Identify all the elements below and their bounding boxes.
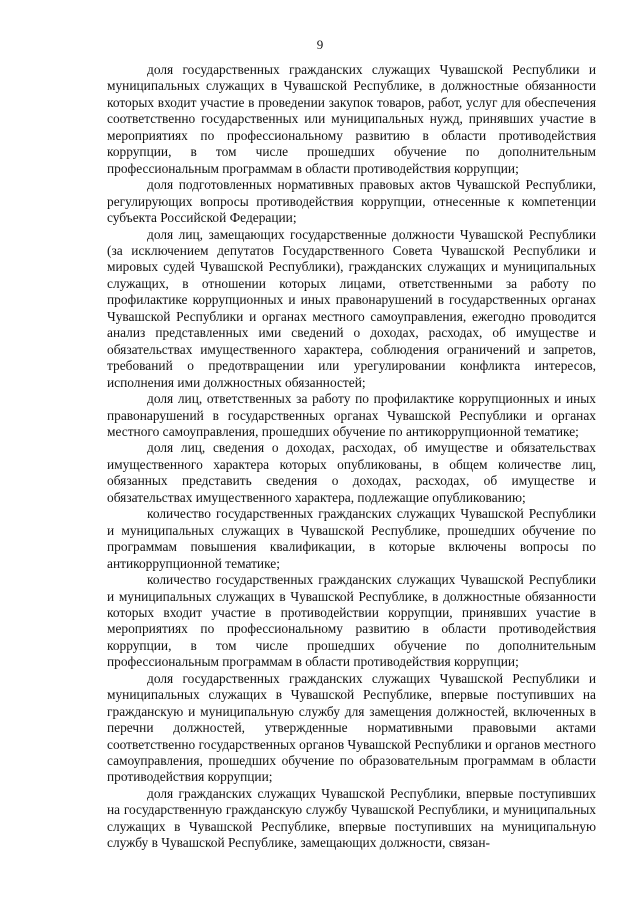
paragraph-procurement-officials-share: доля государственных гражданских служащих Чувашской Республики и муниципальных служащих в Чувашской Республике, в должностные обязанности которых входит участие в проведении закупок товаров, работ, услуг для обеспечения соответственно государственных или муниципальных нужд, принявших участие в мероприятиях по профессиональному развитию в области противодействия коррупции, в том числе прошедших обучение по дополнительным профессиональным программам в области противодействия коррупции;: [107, 62, 596, 176]
paragraph-anticorruption-officials-count: количество государственных гражданских служащих Чувашской Республики и муниципальных служащих в Чувашской Республике, в должностные обязанности которых входит участие в противодействии коррупции, принявших участие в мероприятиях по профессиональному развитию в области противодействия коррупции, в том числе прошедших обучение по дополнительным профессиональным программам в области противодействия коррупции;: [107, 572, 596, 670]
paragraph-published-income-share: доля лиц, сведения о доходах, расходах, об имуществе и обязательствах имущественного характера которых опубликованы, в общем количестве лиц, обязанных представить сведения о доходах, расходах, об имуществе и обязательствах имущественного характера, подлежащие опубликованию;: [107, 440, 596, 505]
paragraph-responsible-persons-training-share: доля лиц, ответственных за работу по профилактике коррупционных и иных правонарушений в государственных органах Чувашской Республики и органах местного самоуправления, прошедших обучение по антикоррупционной тематике;: [107, 391, 596, 439]
document-body: [107, 62, 596, 852]
paragraph-qualification-training-count: количество государственных гражданских служащих Чувашской Республики и муниципальных служащих в Чувашской Республике, прошедших обучение по программам повышения квалификации, в которые включены вопросы по антикоррупционной тематике;: [107, 506, 596, 571]
paragraph-regulatory-acts-share: доля подготовленных нормативных правовых актов Чувашской Республики, регулирующих вопросы противодействия коррупции, отнесенные к компетенции субъекта Российской Федерации;: [107, 177, 596, 226]
page-number: 9: [316, 37, 324, 52]
paragraph-new-civil-servants-share: доля гражданских служащих Чувашской Республики, впервые поступивших на государственную гражданскую службу Чувашской Республики, и муниципальных служащих в Чувашской Республике, впервые поступивших на муниципальную службу в Чувашской Республике, замещающих должности, связан-: [107, 785, 596, 851]
paragraph-new-employees-training-share: доля государственных гражданских служащих Чувашской Республики и муниципальных служащих в Чувашской Республике, впервые поступивших на гражданскую и муниципальную службу для замещения должностей, включенных в перечни должностей, утвержденные нормативными правовыми актами соответственно государственных органов Чувашской Республики и органов местного самоуправления, прошедших обучение по образовательным программам в области противодействия коррупции;: [107, 670, 596, 785]
paragraph-income-analysis-share: доля лиц, замещающих государственные должности Чувашской Республики (за исключением депутатов Государственного Совета Чувашской Республики и мировых судей Чувашской Республики), гражданских служащих и муниципальных служащих, в отношении которых лицами, ответственными за работу по профилактике коррупционных и иных правонарушений в государственных органах Чувашской Республики и органах местного самоуправления, ежегодно проводится анализ представленных ими сведений о доходах, расходах, об имуществе и обязательствах имущественного характера, соблюдения ограничений и запретов, требований о предотвращении или урегулировании конфликта интересов, исполнения ими должностных обязанностей;: [107, 226, 596, 390]
